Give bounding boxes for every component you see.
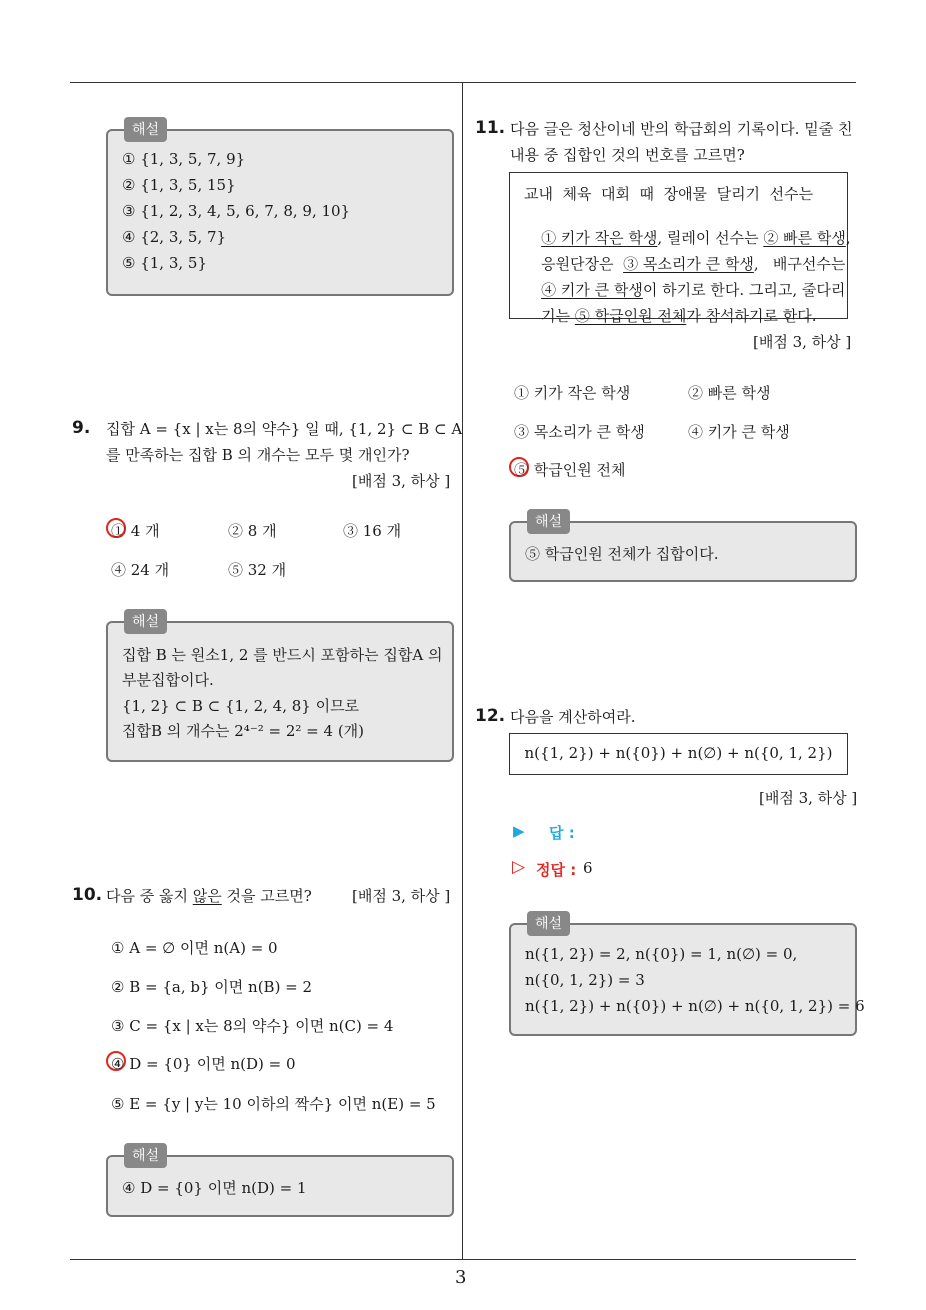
q10-option-5[interactable]: ⑤ E = {y | y는 10 이하의 짝수} 이면 n(E) = 5 — [111, 1095, 436, 1113]
q8-explain-line: ② {1, 3, 5, 15} — [122, 176, 236, 194]
q8-explain-line: ③ {1, 2, 3, 4, 5, 6, 7, 8, 9, 10} — [122, 202, 351, 220]
explain-tag: 해설 — [124, 117, 167, 142]
q10-stem-part: 다음 중 옳지 — [106, 887, 193, 905]
q11-option-2[interactable]: ② 빠른 학생 — [688, 384, 771, 402]
q10-stem — [106, 885, 312, 906]
q9-explain-line: 집합B 의 개수는 2⁴⁻² = 2² = 4 (개) — [122, 722, 365, 740]
q11-underline-5: ⑤ 학급인원 전체 — [574, 307, 687, 325]
q12-explain-line: n({1, 2}) = 2, n({0}) = 1, n(∅) = 0, — [525, 945, 798, 963]
q12-expression-box — [509, 733, 848, 775]
q10-explain-line: ④ D = {0} 이면 n(D) = 1 — [122, 1179, 307, 1197]
explain-tag: 해설 — [527, 911, 570, 936]
q11-explain-line: ⑤ 학급인원 전체가 집합이다. — [525, 545, 719, 563]
q10-number: 10. — [72, 885, 103, 905]
explain-tag: 해설 — [124, 1143, 167, 1168]
q11-option-4[interactable]: ④ 키가 큰 학생 — [688, 423, 790, 441]
q10-explanation-box — [106, 1148, 454, 1217]
q10-option-1[interactable]: ① A = ∅ 이면 n(A) = 0 — [111, 939, 278, 957]
q10-score: [배점 3, 하상 ] — [352, 887, 451, 905]
q11-option-1[interactable]: ① 키가 작은 학생 — [514, 384, 631, 402]
top-rule — [70, 82, 856, 83]
q11-passage-text: 응원단장은 — [541, 255, 624, 273]
q12-answer-label: 답 : — [549, 824, 575, 842]
q9-option-3[interactable]: ③ 16 개 — [343, 522, 402, 540]
q8-explanation-box — [106, 122, 454, 296]
q11-passage-text: , 배구선수는 — [753, 255, 846, 273]
q9-explain-line: 집합 B 는 원소1, 2 를 반드시 포함하는 집합A 의 — [122, 646, 443, 664]
q11-explanation-box — [509, 514, 857, 582]
q9-explain-line: 부분집합이다. — [122, 671, 214, 689]
q9-option-1[interactable]: ① 4 개 — [111, 522, 160, 540]
q9-stem-line2: 를 만족하는 집합 B 의 개수는 모두 몇 개인가? — [106, 446, 410, 464]
q11-option-5[interactable]: ⑤ 학급인원 전체 — [514, 461, 626, 479]
q12-number: 12. — [475, 706, 506, 726]
q11-passage-text: 이 하기로 한다. 그리고, 줄다리 — [642, 281, 846, 299]
q9-explanation-box — [106, 614, 454, 762]
q12-expression: n({1, 2}) + n({0}) + n(∅) + n({0, 1, 2}) — [524, 744, 833, 762]
q11-underline-1: ① 키가 작은 학생 — [541, 229, 658, 247]
column-divider — [462, 83, 463, 1259]
q11-passage-text: 기는 — [541, 307, 575, 325]
q8-explain-line: ⑤ {1, 3, 5} — [122, 254, 208, 272]
q11-option-3[interactable]: ③ 목소리가 큰 학생 — [514, 423, 645, 441]
q9-score: [배점 3, 하상 ] — [352, 472, 451, 490]
q11-score: [배점 3, 하상 ] — [753, 333, 852, 351]
q11-passage-text: , — [845, 229, 851, 247]
q10-option-4[interactable]: ④ D = {0} 이면 n(D) = 0 — [111, 1055, 296, 1073]
q11-underline-3: ③ 목소리가 큰 학생 — [623, 255, 754, 273]
q8-explain-line: ① {1, 3, 5, 7, 9} — [122, 150, 246, 168]
q11-stem-line1: 다음 글은 청산이네 반의 학급회의 기록이다. 밑줄 친 — [510, 120, 853, 138]
q10-stem-emphasis: 않은 — [192, 887, 222, 905]
q11-passage-box — [509, 172, 851, 325]
q10-stem-part: 것을 고르면? — [221, 887, 312, 905]
q9-option-5[interactable]: ⑤ 32 개 — [228, 561, 287, 579]
page-number: 3 — [455, 1267, 467, 1288]
correct-arrow-icon: ▷ — [512, 857, 526, 877]
q12-explain-line: n({1, 2}) + n({0}) + n(∅) + n({0, 1, 2}) = 6 — [525, 997, 865, 1015]
q12-correct-label: 정답 : — [536, 861, 577, 879]
q12-explanation-box — [509, 916, 865, 1036]
q9-number: 9. — [72, 418, 91, 438]
q11-number: 11. — [475, 118, 506, 138]
q9-stem-line1: 집합 A = {x | x는 8의 약수} 일 때, {1, 2} ⊂ B ⊂ A — [106, 420, 463, 438]
q11-passage-text: 가 참석하기로 한다. — [686, 307, 817, 325]
q11-stem-line2: 내용 중 집합인 것의 번호를 고르면? — [510, 146, 745, 164]
q12-stem: 다음을 계산하여라. — [510, 708, 636, 726]
explain-tag: 해설 — [527, 509, 570, 534]
q11-passage-line: 교내 체육 대회 때 장애물 달리기 선수는 — [524, 185, 814, 203]
explain-tag: 해설 — [124, 609, 167, 634]
q11-underline-4: ④ 키가 큰 학생 — [541, 281, 643, 299]
q11-passage-text: , 릴레이 선수는 — [657, 229, 764, 247]
q8-explain-line: ④ {2, 3, 5, 7} — [122, 228, 227, 246]
q9-option-4[interactable]: ④ 24 개 — [111, 561, 170, 579]
q12-correct-value: 6 — [583, 859, 593, 877]
q12-explain-line: n({0, 1, 2}) = 3 — [525, 971, 645, 989]
answer-arrow-icon: ▶ — [513, 822, 525, 840]
q9-explain-line: {1, 2} ⊂ B ⊂ {1, 2, 4, 8} 이므로 — [122, 697, 360, 715]
bottom-rule — [70, 1259, 856, 1260]
q11-underline-2: ② 빠른 학생 — [763, 229, 846, 247]
q10-option-2[interactable]: ② B = {a, b} 이면 n(B) = 2 — [111, 978, 313, 996]
q10-option-3[interactable]: ③ C = {x | x는 8의 약수} 이면 n(C) = 4 — [111, 1017, 394, 1035]
q12-score: [배점 3, 하상 ] — [759, 789, 858, 807]
q9-option-2[interactable]: ② 8 개 — [228, 522, 277, 540]
